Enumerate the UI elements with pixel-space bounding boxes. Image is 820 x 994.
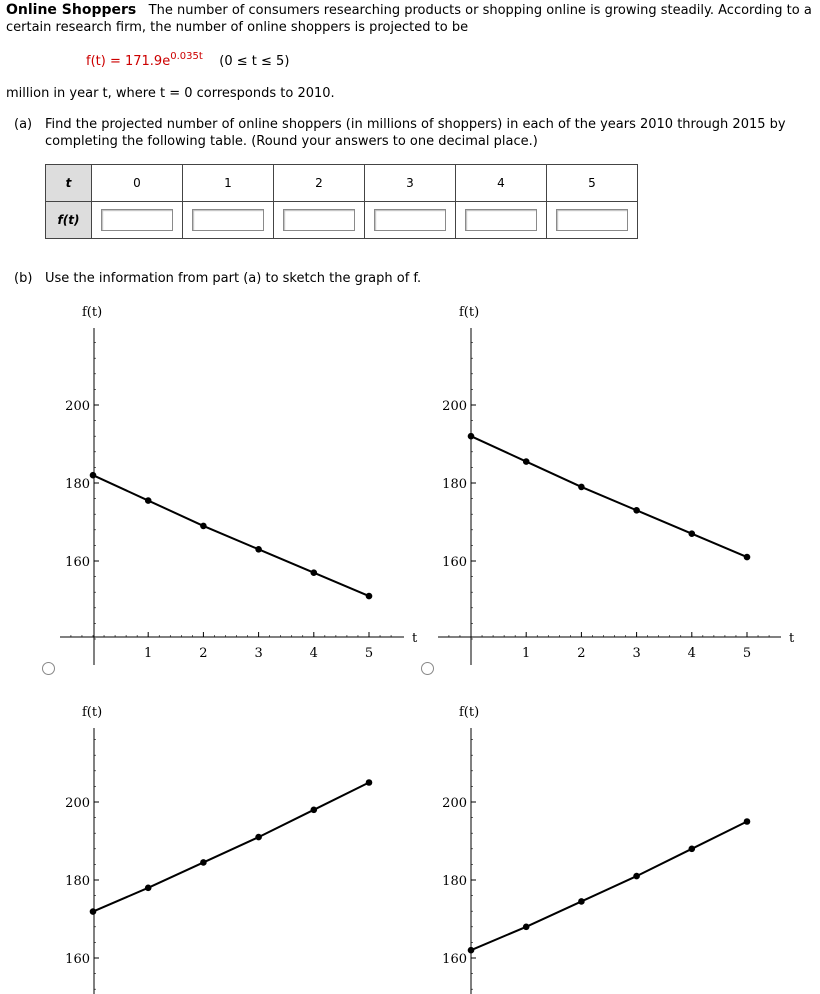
ft-input-4[interactable] (465, 209, 537, 231)
x-tick-label: 5 (364, 646, 374, 661)
ft-input-2[interactable] (283, 209, 355, 231)
formula-exponent: 0.035t (170, 51, 203, 62)
data-point (255, 546, 262, 553)
x-tick-label: 2 (577, 646, 586, 661)
y-tick-label: 160 (65, 555, 90, 570)
data-point (523, 924, 530, 931)
y-tick-label: 180 (442, 874, 467, 889)
ft-input-0[interactable] (101, 209, 173, 231)
data-point (366, 593, 373, 600)
ft-cell (183, 202, 274, 239)
y-tick-label: 180 (65, 874, 90, 889)
ft-cell (92, 202, 183, 239)
data-point (311, 807, 318, 814)
data-point (145, 497, 152, 504)
y-axis-label: f(t) (459, 305, 480, 320)
x-tick-label: 3 (632, 646, 641, 661)
data-point (633, 507, 640, 514)
x-tick-label: 4 (309, 646, 318, 661)
data-point (90, 908, 97, 915)
x-tick-label: 1 (522, 646, 531, 661)
data-point (744, 554, 751, 561)
data-point (200, 859, 207, 866)
ft-input-5[interactable] (556, 209, 628, 231)
data-point (366, 779, 373, 786)
graph-option-3 (0, 700, 420, 994)
x-axis-label: t (412, 631, 418, 646)
data-point (90, 472, 97, 479)
ft-cell (547, 202, 638, 239)
ft-cell (274, 202, 365, 239)
data-point (468, 433, 475, 440)
data-point (311, 569, 318, 576)
x-tick-label: 1 (144, 646, 153, 661)
x-tick-label: 3 (254, 646, 263, 661)
formula-domain: (0 ≤ t ≤ 5) (219, 54, 290, 69)
x-tick-label: 4 (687, 646, 696, 661)
part-b-text: Use the information from part (a) to sketch the graph of f. (45, 271, 422, 286)
series-line (471, 822, 747, 951)
data-point (200, 523, 207, 530)
ft-input-3[interactable] (374, 209, 446, 231)
data-point (578, 898, 585, 905)
values-table (45, 164, 638, 239)
t-value: 5 (547, 165, 638, 202)
y-tick-label: 200 (442, 796, 467, 811)
graph-option-4 (378, 700, 798, 994)
y-tick-label: 200 (442, 399, 467, 414)
t-value: 2 (274, 165, 365, 202)
data-point (255, 834, 262, 841)
part-a-text-1: Find the projected number of online shoppers (in millions of shoppers) in each of the years 2010 through 2015 by (45, 117, 786, 132)
data-point (689, 530, 696, 537)
data-point (523, 458, 530, 465)
series-line (471, 436, 747, 557)
data-point (689, 846, 696, 853)
graph-option-1 (0, 300, 420, 665)
data-point (468, 947, 475, 954)
y-tick-label: 180 (65, 477, 90, 492)
y-tick-label: 200 (65, 796, 90, 811)
ft-cell (456, 202, 547, 239)
problem-title: Online Shoppers (6, 2, 137, 18)
graph-option-2 (378, 300, 798, 665)
data-point (145, 885, 152, 892)
intro-line-1: The number of consumers researching products or shopping online is growing steadily. According to a (148, 3, 812, 18)
x-tick-label: 2 (199, 646, 208, 661)
y-tick-label: 160 (442, 952, 467, 967)
part-a-text-2: completing the following table. (Round your answers to one decimal place.) (45, 134, 538, 149)
y-tick-label: 160 (442, 555, 467, 570)
data-point (633, 873, 640, 880)
intro-line-2: certain research firm, the number of online shoppers is projected to be (6, 20, 469, 35)
y-axis-label: f(t) (82, 305, 103, 320)
series-line (93, 783, 369, 912)
after-formula: million in year t, where t = 0 corresponds to 2010. (6, 86, 335, 101)
ft-row (46, 202, 638, 239)
t-label: t (46, 165, 92, 202)
t-value: 4 (456, 165, 547, 202)
y-axis-label: f(t) (82, 705, 103, 720)
y-tick-label: 160 (65, 952, 90, 967)
x-tick-label: 5 (742, 646, 752, 661)
x-axis-label: t (789, 631, 795, 646)
formula-lhs: f(t) = 171.9e (86, 54, 171, 69)
data-point (744, 818, 751, 825)
t-value: 1 (183, 165, 274, 202)
ft-label: f(t) (46, 202, 92, 239)
problem-intro (6, 1, 812, 20)
t-value: 3 (365, 165, 456, 202)
data-point (578, 484, 585, 491)
formula (86, 53, 289, 72)
y-axis-label: f(t) (459, 705, 480, 720)
t-value: 0 (92, 165, 183, 202)
series-line (93, 475, 369, 596)
part-b-label: (b) (14, 271, 33, 286)
ft-input-1[interactable] (192, 209, 264, 231)
y-tick-label: 180 (442, 477, 467, 492)
t-row (46, 165, 638, 202)
ft-cell (365, 202, 456, 239)
part-a-label: (a) (14, 117, 33, 132)
y-tick-label: 200 (65, 399, 90, 414)
